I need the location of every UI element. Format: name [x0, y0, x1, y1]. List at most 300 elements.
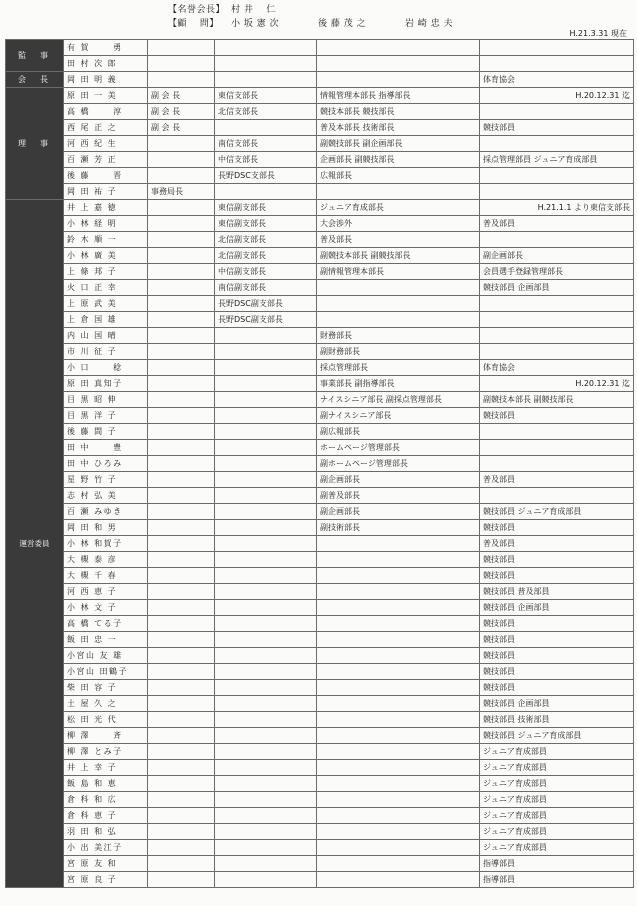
branch-role-cell: [215, 648, 317, 664]
as-of-date: H.21.3.31 現在: [569, 29, 627, 38]
branch-role-cell: [215, 744, 317, 760]
other-role-cell: [480, 456, 634, 472]
category-cell: 運営委員: [6, 200, 64, 888]
name-cell: 小 林 廣 美: [64, 248, 148, 264]
name-cell: 柳 澤 斉: [64, 728, 148, 744]
name-cell: 小宮山 田鶴子: [64, 664, 148, 680]
name-cell: 鈴 木 順 一: [64, 232, 148, 248]
table-row: [6, 504, 634, 520]
table-row: [6, 600, 634, 616]
name-cell: 高 橋 淳: [64, 104, 148, 120]
association-role-cell: [148, 760, 215, 776]
other-role-cell: 競技部員 企画部員: [480, 696, 634, 712]
table-row: [6, 728, 634, 744]
other-role-cell: ジュニア育成部員: [480, 824, 634, 840]
table-row: [6, 184, 634, 200]
advisor-name: 後 藤 茂 之: [318, 19, 367, 29]
branch-role-cell: 東信副支部長: [215, 200, 317, 216]
branch-role-cell: [215, 552, 317, 568]
branch-role-cell: [215, 728, 317, 744]
department-role-cell: 財務部長: [317, 328, 480, 344]
name-cell: 田 村 次 郎: [64, 56, 148, 72]
association-role-cell: [148, 872, 215, 888]
department-role-cell: 普及部長: [317, 232, 480, 248]
association-role-cell: [148, 552, 215, 568]
department-role-cell: [317, 552, 480, 568]
association-role-cell: [148, 472, 215, 488]
table-row: [6, 472, 634, 488]
department-role-cell: 情報管理本部長 指導部長: [317, 88, 480, 104]
name-cell: 目 黒 昭 伸: [64, 392, 148, 408]
name-cell: 百 瀬 みゆき: [64, 504, 148, 520]
other-role-cell: 会員選手登録管理部長: [480, 264, 634, 280]
name-cell: 松 田 光 代: [64, 712, 148, 728]
other-role-cell: 競技部員 技術部員: [480, 712, 634, 728]
department-role-cell: [317, 808, 480, 824]
department-role-cell: [317, 600, 480, 616]
category-cell: 会 長: [6, 72, 64, 88]
branch-role-cell: [215, 600, 317, 616]
honorary-president-label: 【名誉会長】: [168, 5, 226, 15]
name-cell: 高 橋 てる子: [64, 616, 148, 632]
other-role-cell: H.20.12.31 迄: [480, 376, 634, 392]
department-role-cell: 広報部長: [317, 168, 480, 184]
branch-role-cell: 中信副支部長: [215, 264, 317, 280]
other-role-cell: [480, 440, 634, 456]
name-cell: 柴 田 容 子: [64, 680, 148, 696]
table-row: [6, 88, 634, 104]
table-row: [6, 56, 634, 72]
table-row: [6, 568, 634, 584]
department-role-cell: 副ホームページ管理部長: [317, 456, 480, 472]
table-row: [6, 744, 634, 760]
name-cell: 岡 田 祐 子: [64, 184, 148, 200]
branch-role-cell: [215, 776, 317, 792]
table-row: [6, 200, 634, 216]
other-role-cell: [480, 344, 634, 360]
branch-role-cell: [215, 680, 317, 696]
department-role-cell: ナイスシニア部長 副採点管理部長: [317, 392, 480, 408]
other-role-cell: 競技部員 企画部員: [480, 280, 634, 296]
other-role-cell: 競技部員: [480, 568, 634, 584]
name-cell: 羽 田 和 弘: [64, 824, 148, 840]
table-row: [6, 408, 634, 424]
other-role-cell: 競技部員 普及部員: [480, 584, 634, 600]
other-role-cell: 体育協会: [480, 72, 634, 88]
other-role-cell: 普及部員: [480, 536, 634, 552]
department-role-cell: 大会渉外: [317, 216, 480, 232]
table-row: [6, 392, 634, 408]
department-role-cell: [317, 760, 480, 776]
other-role-cell: [480, 104, 634, 120]
other-role-cell: [480, 424, 634, 440]
association-role-cell: [148, 840, 215, 856]
table-row: [6, 872, 634, 888]
table-row: [6, 40, 634, 56]
name-cell: 後 藤 間 子: [64, 424, 148, 440]
branch-role-cell: [215, 584, 317, 600]
other-role-cell: ジュニア育成部員: [480, 840, 634, 856]
other-role-cell: 普及部員: [480, 472, 634, 488]
branch-role-cell: [215, 664, 317, 680]
table-row: [6, 296, 634, 312]
other-role-cell: 指導部員: [480, 856, 634, 872]
association-role-cell: [148, 248, 215, 264]
table-row: [6, 376, 634, 392]
department-role-cell: [317, 616, 480, 632]
department-role-cell: 副財務部長: [317, 344, 480, 360]
branch-role-cell: [215, 376, 317, 392]
association-role-cell: [148, 648, 215, 664]
department-role-cell: [317, 824, 480, 840]
name-cell: 倉 科 恵 子: [64, 808, 148, 824]
name-cell: 星 野 竹 子: [64, 472, 148, 488]
table-row: [6, 664, 634, 680]
table-row: [6, 440, 634, 456]
name-cell: 大 槻 千 春: [64, 568, 148, 584]
name-cell: 小 出 美江子: [64, 840, 148, 856]
branch-role-cell: [215, 120, 317, 136]
department-role-cell: 副競技部長 副企画部長: [317, 136, 480, 152]
table-row: [6, 808, 634, 824]
department-role-cell: [317, 72, 480, 88]
branch-role-cell: [215, 824, 317, 840]
name-cell: 志 村 弘 美: [64, 488, 148, 504]
association-role-cell: [148, 504, 215, 520]
association-role-cell: [148, 808, 215, 824]
branch-role-cell: [215, 344, 317, 360]
other-role-cell: [480, 488, 634, 504]
advisor-name: 小 坂 憲 次: [231, 19, 280, 29]
name-cell: 大 槻 泰 彦: [64, 552, 148, 568]
department-role-cell: 副技術部長: [317, 520, 480, 536]
name-cell: 目 黒 洋 子: [64, 408, 148, 424]
department-role-cell: [317, 680, 480, 696]
table-row: [6, 696, 634, 712]
name-cell: 市 川 征 子: [64, 344, 148, 360]
branch-role-cell: 北信副支部長: [215, 248, 317, 264]
association-role-cell: [148, 456, 215, 472]
branch-role-cell: [215, 616, 317, 632]
name-cell: 岡 田 明 義: [64, 72, 148, 88]
name-cell: 河 西 紀 生: [64, 136, 148, 152]
department-role-cell: 競技本部長 競技部長: [317, 104, 480, 120]
branch-role-cell: [215, 360, 317, 376]
association-role-cell: 副 会 長: [148, 104, 215, 120]
name-cell: 西 尾 正 之: [64, 120, 148, 136]
association-role-cell: [148, 264, 215, 280]
branch-role-cell: [215, 40, 317, 56]
department-role-cell: [317, 296, 480, 312]
table-row: [6, 536, 634, 552]
department-role-cell: 副普及部長: [317, 488, 480, 504]
branch-role-cell: [215, 840, 317, 856]
branch-role-cell: [215, 408, 317, 424]
association-role-cell: [148, 56, 215, 72]
association-role-cell: [148, 776, 215, 792]
association-role-cell: [148, 392, 215, 408]
branch-role-cell: [215, 424, 317, 440]
department-role-cell: 副情報管理本部長: [317, 264, 480, 280]
table-row: [6, 136, 634, 152]
table-row: [6, 488, 634, 504]
department-role-cell: [317, 776, 480, 792]
branch-role-cell: [215, 504, 317, 520]
department-role-cell: [317, 744, 480, 760]
association-role-cell: [148, 600, 215, 616]
department-role-cell: [317, 312, 480, 328]
department-role-cell: [317, 632, 480, 648]
other-role-cell: 競技部員: [480, 408, 634, 424]
other-role-cell: [480, 56, 634, 72]
category-cell: 理 事: [6, 88, 64, 200]
branch-role-cell: 南信副支部長: [215, 280, 317, 296]
department-role-cell: [317, 792, 480, 808]
branch-role-cell: [215, 856, 317, 872]
department-role-cell: [317, 280, 480, 296]
branch-role-cell: [215, 72, 317, 88]
other-role-cell: 競技部員 ジュニア育成部員: [480, 504, 634, 520]
other-role-cell: ジュニア育成部員: [480, 744, 634, 760]
branch-role-cell: [215, 568, 317, 584]
department-role-cell: [317, 184, 480, 200]
honorary-president-name: 村 井 仁: [231, 5, 276, 15]
name-cell: 宮 原 良 子: [64, 872, 148, 888]
other-role-cell: H.21.1.1 より東信支部長: [480, 200, 634, 216]
association-role-cell: [148, 216, 215, 232]
department-role-cell: 普及本部長 技術部長: [317, 120, 480, 136]
name-cell: 有 賀 勇: [64, 40, 148, 56]
branch-role-cell: 東信副支部長: [215, 216, 317, 232]
department-role-cell: 採点管理部長: [317, 360, 480, 376]
name-cell: 土 屋 久 之: [64, 696, 148, 712]
other-role-cell: [480, 136, 634, 152]
branch-role-cell: [215, 328, 317, 344]
table-row: [6, 648, 634, 664]
table-row: [6, 72, 634, 88]
table-row: [6, 280, 634, 296]
table-row: [6, 424, 634, 440]
name-cell: 百 瀬 芳 正: [64, 152, 148, 168]
branch-role-cell: [215, 872, 317, 888]
branch-role-cell: 東信支部長: [215, 88, 317, 104]
association-role-cell: [148, 200, 215, 216]
department-role-cell: [317, 664, 480, 680]
table-row: [6, 248, 634, 264]
branch-role-cell: [215, 760, 317, 776]
advisor-name: 岩 崎 忠 夫: [405, 19, 454, 29]
table-row: [6, 792, 634, 808]
other-role-cell: 競技部員: [480, 120, 634, 136]
department-role-cell: [317, 840, 480, 856]
name-cell: 井 上 幸 子: [64, 760, 148, 776]
branch-role-cell: [215, 392, 317, 408]
other-role-cell: 普及部員: [480, 216, 634, 232]
other-role-cell: 指導部員: [480, 872, 634, 888]
name-cell: 宮 原 友 和: [64, 856, 148, 872]
association-role-cell: [148, 856, 215, 872]
name-cell: 上 倉 国 雄: [64, 312, 148, 328]
branch-role-cell: [215, 536, 317, 552]
association-role-cell: [148, 728, 215, 744]
name-cell: 飯 島 和 恵: [64, 776, 148, 792]
table-row: [6, 168, 634, 184]
other-role-cell: [480, 232, 634, 248]
association-role-cell: [148, 696, 215, 712]
branch-role-cell: 長野DSC副支部長: [215, 296, 317, 312]
table-row: [6, 856, 634, 872]
name-cell: 上 原 武 美: [64, 296, 148, 312]
department-role-cell: [317, 648, 480, 664]
name-cell: 上 條 邦 子: [64, 264, 148, 280]
category-cell: 監 事: [6, 40, 64, 72]
name-cell: 小 口 稔: [64, 360, 148, 376]
association-role-cell: [148, 440, 215, 456]
association-role-cell: [148, 584, 215, 600]
other-role-cell: 体育協会: [480, 360, 634, 376]
name-cell: 後 藤 晋: [64, 168, 148, 184]
name-cell: 田 中 ひろみ: [64, 456, 148, 472]
branch-role-cell: [215, 696, 317, 712]
table-row: [6, 360, 634, 376]
table-row: [6, 120, 634, 136]
association-role-cell: [148, 712, 215, 728]
department-role-cell: [317, 584, 480, 600]
association-role-cell: [148, 168, 215, 184]
association-role-cell: 事務局長: [148, 184, 215, 200]
name-cell: 井 上 嘉 徳: [64, 200, 148, 216]
table-row: [6, 264, 634, 280]
association-role-cell: [148, 360, 215, 376]
other-role-cell: [480, 40, 634, 56]
other-role-cell: [480, 296, 634, 312]
association-role-cell: [148, 40, 215, 56]
branch-role-cell: [215, 488, 317, 504]
table-row: [6, 584, 634, 600]
department-role-cell: [317, 536, 480, 552]
branch-role-cell: [215, 520, 317, 536]
name-cell: 小宮山 友 雄: [64, 648, 148, 664]
association-role-cell: [148, 680, 215, 696]
other-role-cell: 競技部員: [480, 520, 634, 536]
association-role-cell: [148, 568, 215, 584]
department-role-cell: [317, 696, 480, 712]
branch-role-cell: 中信支部長: [215, 152, 317, 168]
other-role-cell: 競技部員 企画部員: [480, 600, 634, 616]
table-row: [6, 680, 634, 696]
department-role-cell: 副広報部長: [317, 424, 480, 440]
other-role-cell: ジュニア育成部員: [480, 808, 634, 824]
branch-role-cell: 長野DSC支部長: [215, 168, 317, 184]
branch-role-cell: [215, 456, 317, 472]
name-cell: 田 中 豊: [64, 440, 148, 456]
roster-body: [6, 40, 634, 888]
other-role-cell: [480, 328, 634, 344]
name-cell: 飯 田 忠 一: [64, 632, 148, 648]
association-role-cell: [148, 536, 215, 552]
other-role-cell: ジュニア育成部員: [480, 760, 634, 776]
other-role-cell: 競技部員: [480, 552, 634, 568]
association-role-cell: 副 会 長: [148, 88, 215, 104]
other-role-cell: 採点管理部員 ジュニア育成部員: [480, 152, 634, 168]
department-role-cell: [317, 712, 480, 728]
other-role-cell: 競技部員: [480, 664, 634, 680]
other-role-cell: [480, 312, 634, 328]
table-row: [6, 552, 634, 568]
table-row: [6, 328, 634, 344]
association-role-cell: [148, 520, 215, 536]
other-role-cell: [480, 168, 634, 184]
department-role-cell: [317, 728, 480, 744]
branch-role-cell: [215, 440, 317, 456]
name-cell: 原 田 真知子: [64, 376, 148, 392]
department-role-cell: [317, 40, 480, 56]
department-role-cell: 副ナイスシニア部長: [317, 408, 480, 424]
other-role-cell: 競技部員: [480, 680, 634, 696]
branch-role-cell: [215, 184, 317, 200]
name-cell: 内 山 国 晴: [64, 328, 148, 344]
name-cell: 柳 澤 とみ子: [64, 744, 148, 760]
table-row: [6, 520, 634, 536]
roster-header: [0, 0, 637, 40]
advisor-label: 【顧 問】: [168, 19, 219, 29]
table-row: [6, 632, 634, 648]
association-role-cell: [148, 152, 215, 168]
branch-role-cell: [215, 472, 317, 488]
table-row: [6, 312, 634, 328]
association-role-cell: [148, 376, 215, 392]
table-row: [6, 616, 634, 632]
name-cell: 倉 科 和 広: [64, 792, 148, 808]
department-role-cell: [317, 856, 480, 872]
table-row: [6, 344, 634, 360]
branch-role-cell: 北信副支部長: [215, 232, 317, 248]
name-cell: 小 林 経 明: [64, 216, 148, 232]
association-role-cell: [148, 424, 215, 440]
association-role-cell: [148, 72, 215, 88]
department-role-cell: 企画部長 副競技部長: [317, 152, 480, 168]
department-role-cell: ホームページ管理部長: [317, 440, 480, 456]
department-role-cell: 事業部長 副指導部長: [317, 376, 480, 392]
department-role-cell: ジュニア育成部長: [317, 200, 480, 216]
branch-role-cell: 北信支部長: [215, 104, 317, 120]
other-role-cell: 副企画部長: [480, 248, 634, 264]
table-row: [6, 824, 634, 840]
other-role-cell: 副競技本部長 副競技部長: [480, 392, 634, 408]
table-row: [6, 104, 634, 120]
table-row: [6, 712, 634, 728]
branch-role-cell: [215, 56, 317, 72]
other-role-cell: ジュニア育成部員: [480, 792, 634, 808]
name-cell: 原 田 一 美: [64, 88, 148, 104]
table-row: [6, 232, 634, 248]
association-role-cell: [148, 280, 215, 296]
table-row: [6, 456, 634, 472]
name-cell: 小 林 文 子: [64, 600, 148, 616]
association-role-cell: [148, 328, 215, 344]
department-role-cell: 副競技本部長 副競技部長: [317, 248, 480, 264]
association-role-cell: [148, 296, 215, 312]
name-cell: 河 西 恵 子: [64, 584, 148, 600]
association-role-cell: [148, 792, 215, 808]
name-cell: 火 口 正 幸: [64, 280, 148, 296]
name-cell: 岡 田 和 男: [64, 520, 148, 536]
other-role-cell: 競技部員: [480, 616, 634, 632]
department-role-cell: [317, 568, 480, 584]
other-role-cell: 競技部員 ジュニア育成部員: [480, 728, 634, 744]
association-role-cell: [148, 232, 215, 248]
table-row: [6, 760, 634, 776]
